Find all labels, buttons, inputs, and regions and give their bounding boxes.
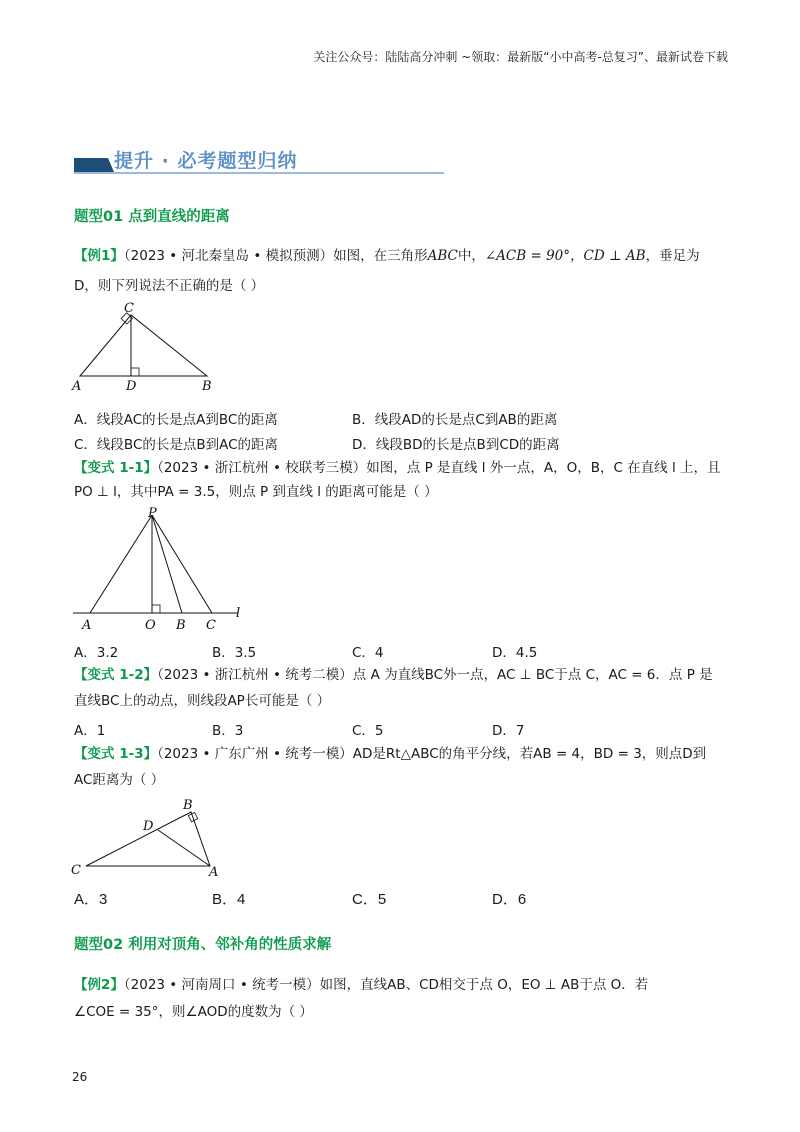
example-1-option-a: A．线段AC的长是点A到BC的距离: [74, 412, 278, 428]
variant-1-3-line-2: AC距离为（ ）: [74, 772, 165, 788]
section-title-2: 题型02 利用对顶角、邻补角的性质求解: [74, 937, 332, 953]
variant-1-1-line-1: [74, 458, 721, 478]
example-1-line-2: D，则下列说法不正确的是（ ）: [74, 278, 265, 294]
bisector-ad: [158, 830, 210, 866]
label-d: D: [126, 379, 137, 394]
label-c: C: [124, 301, 134, 316]
variant-1-3-tag: 【变式 1-3】: [74, 746, 158, 762]
variant-1-3-option-c: C．5: [352, 891, 387, 908]
example-1-line-1: [74, 246, 700, 266]
section-title-1: 题型01 点到直线的距离: [74, 209, 230, 225]
example-2-line-2: ∠COE = 35°，则∠AOD的度数为（ ）: [74, 1004, 313, 1020]
variant-1-1-line-2: PO ⊥ l，其中PA = 3.5，则点 P 到直线 l 的距离可能是（ ）: [74, 484, 438, 500]
variant-1-3-option-a: A．3: [74, 891, 108, 908]
variant-1-1-option-d: D．4.5: [492, 645, 538, 661]
example-2-line-1: [74, 975, 648, 995]
label-b: B: [183, 798, 193, 813]
variant-1-3-option-b: B．4: [212, 891, 246, 908]
banner-title: 提升 · 必考题型归纳: [114, 150, 298, 172]
example-1-figure: [70, 300, 230, 395]
example-1-text-c: 中，: [457, 248, 485, 264]
label-o: O: [145, 618, 156, 633]
example-1-text-b: ABC: [427, 248, 458, 264]
triangle-abc: [80, 315, 207, 376]
label-c: C: [206, 618, 216, 633]
variant-1-1-option-c: C．4: [352, 645, 384, 661]
segment-pb: [152, 515, 182, 613]
example-1-text-a: （2023 • 河北秦皇岛 • 模拟预测）如图，在三角形: [123, 248, 428, 264]
example-1-text-d: ∠ACB = 90°，: [484, 248, 584, 264]
label-p: P: [148, 506, 157, 521]
variant-1-2-option-c: C．5: [352, 723, 384, 739]
variant-1-2-option-d: D．7: [492, 723, 525, 739]
variant-1-3-option-d: D．6: [492, 891, 527, 908]
label-a: A: [82, 618, 92, 633]
banner-underline: [74, 172, 444, 174]
variant-1-1-text: （2023 • 浙江杭州 • 校联考三模）如图，点 P 是直线 l 外一点，A，O，B，C 在直线 l 上，且: [157, 460, 721, 476]
label-b: B: [202, 379, 212, 394]
variant-1-3-line-1: [74, 744, 706, 764]
section-banner: [74, 146, 444, 174]
header-notice: 关注公众号：陆陆高分冲刺 ~领取：最新版“小中高考-总复习”、最新试卷下载: [313, 50, 728, 64]
example-1-text-f: ，垂足为: [645, 248, 700, 264]
variant-1-3-text: （2023 • 广东广州 • 统考一模）AD是Rt△ABC的角平分线，若AB = 4，BD = 3，则点D到: [157, 746, 707, 762]
variant-1-2-line-2: 直线BC上的动点，则线段AP长可能是（ ）: [74, 693, 331, 709]
segment-pc: [152, 515, 212, 613]
label-b: B: [176, 618, 186, 633]
example-1-text-e: CD ⊥ AB: [583, 248, 646, 264]
variant-1-1-figure: [70, 505, 260, 635]
variant-1-1-option-b: B．3.5: [212, 645, 257, 661]
example-2-tag: 【例2】: [74, 977, 124, 993]
variant-1-2-line-1: [74, 665, 713, 685]
example-1-tag: 【例1】: [74, 248, 124, 264]
label-d: D: [143, 819, 154, 834]
right-angle-mark-o: [152, 605, 160, 613]
variant-1-2-text: （2023 • 浙江杭州 • 统考二模）点 A 为直线BC外一点，AC ⊥ BC于点 C，AC = 6．点 P 是: [157, 667, 713, 683]
example-2-text: （2023 • 河南周口 • 统考一模）如图，直线AB、CD相交于点 O，EO ⊥ AB于点 O．若: [123, 977, 649, 993]
example-1-option-d: D．线段BD的长是点B到CD的距离: [352, 437, 560, 453]
variant-1-2-option-b: B．3: [212, 723, 244, 739]
label-l: l: [236, 606, 241, 621]
page-number: 26: [72, 1070, 88, 1084]
variant-1-2-option-a: A．1: [74, 723, 106, 739]
example-1-option-b: B．线段AD的长是点C到AB的距离: [352, 412, 558, 428]
variant-1-1-tag: 【变式 1-1】: [74, 460, 158, 476]
variant-1-2-tag: 【变式 1-2】: [74, 667, 158, 683]
variant-1-3-figure: [68, 796, 228, 882]
segment-pa: [90, 515, 152, 613]
label-a: A: [209, 865, 219, 880]
banner-bar: [74, 158, 114, 172]
label-a: A: [72, 379, 82, 394]
label-c: C: [71, 863, 81, 878]
right-angle-mark-d: [131, 368, 139, 376]
variant-1-1-option-a: A．3.2: [74, 645, 119, 661]
example-1-option-c: C．线段BC的长是点B到AC的距离: [74, 437, 279, 453]
